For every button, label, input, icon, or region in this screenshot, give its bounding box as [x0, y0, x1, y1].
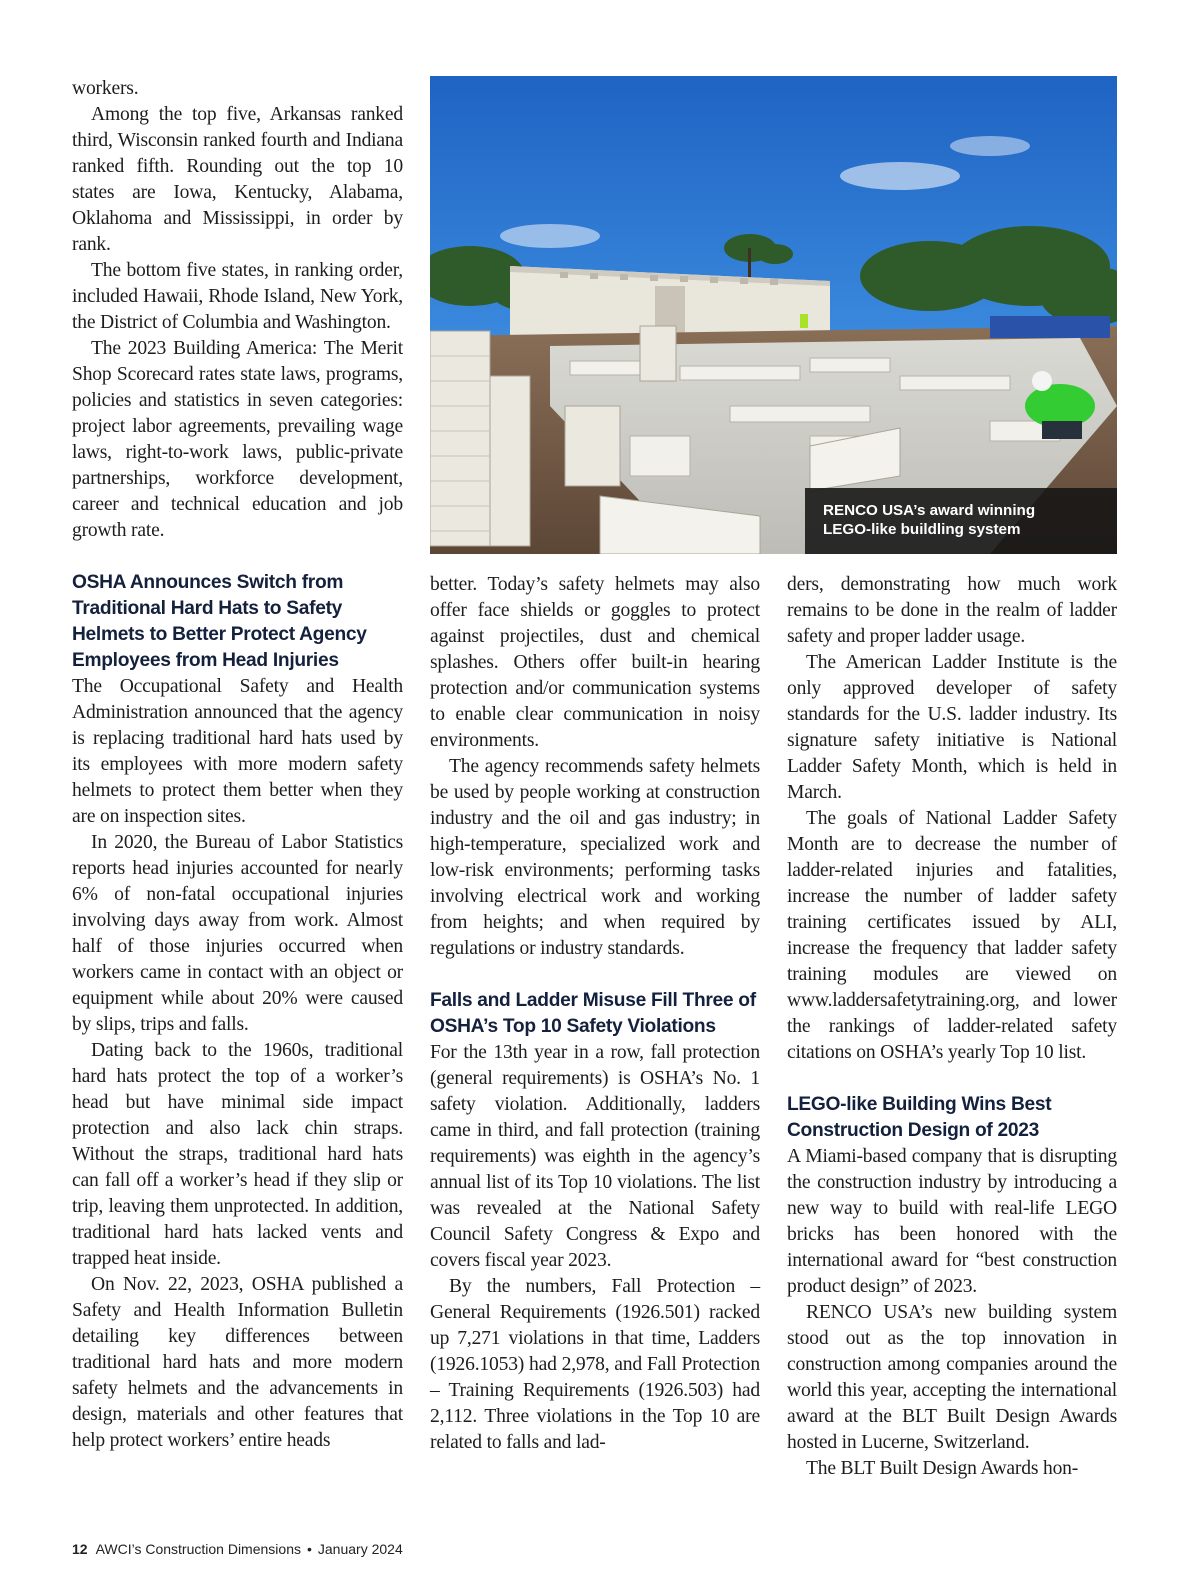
paragraph: workers.: [72, 78, 139, 99]
paragraph: RENCO USA’s new building system stood out as the top innovation in construction among companies around the world this year, accepting the international award at the BLT Built Design Awards hosted in Lucerne, Switzerland.: [787, 1302, 1117, 1453]
section-heading-falls-ladders: Falls and Ladder Misuse Fill Three of OSHA’s Top 10 Safety Violations: [430, 990, 756, 1037]
paragraph: ders, demonstrating how much work remains to be done in the realm of ladder safety and proper ladder usage.: [787, 574, 1117, 647]
caption-line-1: RENCO USA’s award winning: [823, 502, 1036, 519]
page-number: 12: [72, 1541, 88, 1557]
paragraph: The agency recommends safety helmets be used by people working at construction industry and the oil and gas industry; in high-temperature, specialized work and low-risk environments; performing tasks involving electrical work and working from heights; and when required by regulations or industry standards.: [430, 756, 760, 959]
paragraph: better. Today’s safety helmets may also offer face shields or goggles to protect against projectiles, dust and chemical splashes. Others offer built-in hearing protection and/or communication systems to enable clear communication in noisy environments.: [430, 574, 760, 751]
paragraph: Among the top five, Arkansas ranked third, Wisconsin ranked fourth and Indiana ranked fifth. Rounding out the top 10 states are Iowa, Kentucky, Alabama, Oklahoma and Mississippi, in order by rank.: [72, 104, 403, 255]
issue-date: January 2024: [317, 1541, 403, 1557]
section-heading-lego-building: LEGO-like Building Wins Best Construction Design of 2023: [787, 1094, 1052, 1141]
footer-separator: •: [306, 1541, 312, 1557]
photo-caption: [805, 488, 1117, 554]
paragraph: The American Ladder Institute is the only approved developer of safety standards for the U.S. ladder industry. Its signature safety initiative is National Ladder Safety Month, which is held in March.: [787, 652, 1117, 803]
construction-photo: [430, 76, 1117, 554]
paragraph: By the numbers, Fall Protection – General Requirements (1926.501) racked up 7,271 violations in that time, Ladders (1926.1053) had 2,978, and Fall Protection – Training Requirements (1926.503) had 2,112. Three violations in the Top 10 are related to falls and lad-: [430, 1276, 760, 1453]
page-footer: [72, 1541, 403, 1557]
column-2: [430, 572, 760, 1456]
paragraph: For the 13th year in a row, fall protection (general requirements) is OSHA’s No. 1 safety violation. Additionally, ladders came in third, and fall protection (training requirements) was eighth in the agency’s annual list of its Top 10 violations. The list was revealed at the National Safety Council Safety Congress & Expo and covers fiscal year 2023.: [430, 1042, 760, 1271]
paragraph: The bottom five states, in ranking order, included Hawaii, Rhode Island, New York, the District of Columbia and Washington.: [72, 260, 403, 333]
caption-line-2: LEGO-like buildling system: [823, 521, 1021, 538]
publication-name: AWCI’s Construction Dimensions: [95, 1541, 301, 1557]
column-1: [72, 76, 403, 1454]
section-heading-osha-helmets: OSHA Announces Switch from Traditional Hard Hats to Safety Helmets to Better Protect Agency Employees from Head Injuries: [72, 572, 367, 671]
paragraph: The 2023 Building America: The Merit Shop Scorecard rates state laws, programs, policies and statistics in seven categories: project labor agreements, prevailing wage laws, right-to-work laws, public-private partnerships, workforce development, career and technical education and job growth rate.: [72, 338, 403, 541]
paragraph: The BLT Built Design Awards hon-: [806, 1458, 1079, 1479]
paragraph: In 2020, the Bureau of Labor Statistics reports head injuries accounted for nearly 6% of non-fatal occupational injuries involving days away from work. Almost half of those injuries occurred when workers came in contact with an object or equipment while about 20% were caused by slips, trips and falls.: [72, 832, 403, 1035]
paragraph: The goals of National Ladder Safety Month are to decrease the number of ladder-related injuries and fatalities, increase the number of ladder safety training certificates issued by ALI, increase the frequency that ladder safety training modules are viewed on www.laddersafetytraining.org, and lower the rankings of ladder-related safety citations on OSHA’s yearly Top 10 list.: [787, 808, 1117, 1063]
paragraph: Dating back to the 1960s, traditional hard hats protect the top of a worker’s head but have minimal side impact protection and also lack chin straps. Without the straps, traditional hard hats can fall off a worker’s head if they slip or trip, leaving them unprotected. In addition, traditional hard hats lacked vents and trapped heat inside.: [72, 1040, 403, 1269]
paragraph: On Nov. 22, 2023, OSHA published a Safety and Health Information Bulletin detailing key differences between traditional hard hats and more modern safety helmets and the advancements in design, materials and other features that help protect workers’ entire heads: [72, 1274, 403, 1451]
column-3: [787, 572, 1117, 1482]
paragraph: The Occupational Safety and Health Administration announced that the agency is replacing traditional hard hats used by its employees with more modern safety helmets to protect them better when they are on inspection sites.: [72, 676, 403, 827]
paragraph: A Miami-based company that is disrupting the construction industry by introducing a new way to build with real-life LEGO bricks has been honored with the international award for “best construction product design” of 2023.: [787, 1146, 1117, 1297]
construction-site-image: [430, 76, 1117, 554]
